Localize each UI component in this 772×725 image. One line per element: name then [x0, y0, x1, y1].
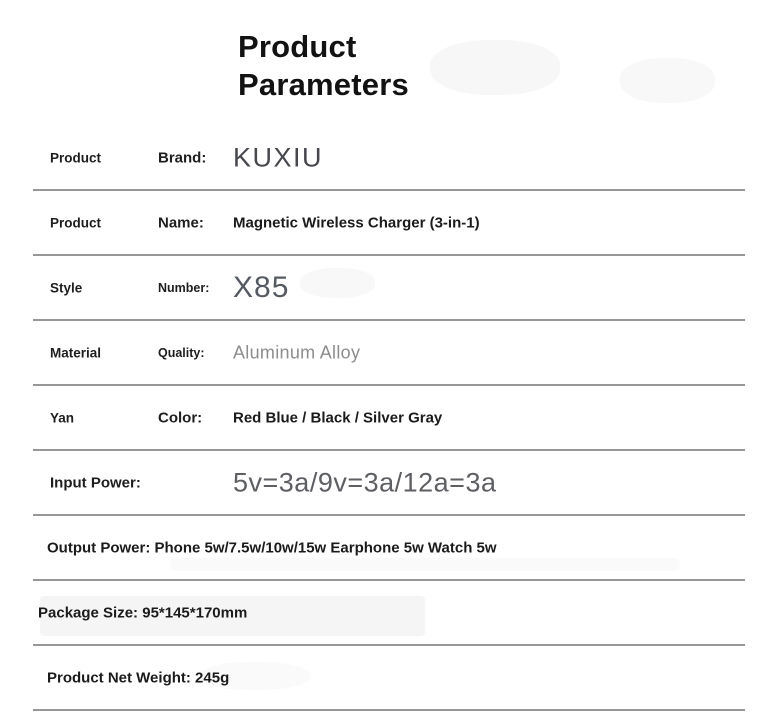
row-attribute-label: Quality: — [158, 345, 205, 360]
spec-row-input-power — [33, 451, 745, 516]
row-attribute-label: Name: — [158, 214, 204, 231]
style-number-value: X85 — [233, 270, 290, 304]
spec-row-net-weight — [33, 646, 745, 711]
background-smudge — [620, 58, 715, 103]
color-value: Red Blue / Black / Silver Gray — [233, 409, 443, 426]
background-smudge — [430, 40, 560, 95]
spec-table — [33, 126, 745, 711]
package-size-text: Package Size: 95*145*170mm — [38, 604, 248, 621]
input-power-value: 5v=3a/9v=3a/12a=3a — [233, 467, 497, 497]
row-category-label: Style — [50, 280, 83, 295]
page-title-line-2: Parameters — [238, 67, 409, 102]
spec-row-brand — [33, 126, 745, 191]
spec-row-output-power — [33, 516, 745, 581]
spec-row-style-number — [33, 256, 745, 321]
row-category-label: Product — [50, 215, 102, 230]
product-name-value: Magnetic Wireless Charger (3-in-1) — [233, 214, 480, 231]
spec-row-color — [33, 386, 745, 451]
net-weight-text: Product Net Weight: 245g — [47, 669, 230, 686]
page-title-line-1: Product — [238, 29, 357, 64]
row-attribute-label: Color: — [158, 409, 203, 426]
row-category-label: Input Power: — [50, 474, 141, 491]
brand-value: KUXIU — [233, 142, 324, 172]
output-power-text: Output Power: Phone 5w/7.5w/10w/15w Earphone 5w Watch 5w — [47, 539, 497, 556]
row-category-label: Product — [50, 150, 102, 165]
material-value: Aluminum Alloy — [233, 342, 361, 362]
page-title — [238, 28, 409, 104]
spec-row-package-size — [33, 581, 745, 646]
row-attribute-label: Brand: — [158, 149, 207, 166]
row-category-label: Yan — [50, 410, 75, 425]
row-category-label: Material — [50, 345, 102, 360]
spec-row-material — [33, 321, 745, 386]
spec-row-name — [33, 191, 745, 256]
row-attribute-label: Number: — [158, 280, 210, 295]
